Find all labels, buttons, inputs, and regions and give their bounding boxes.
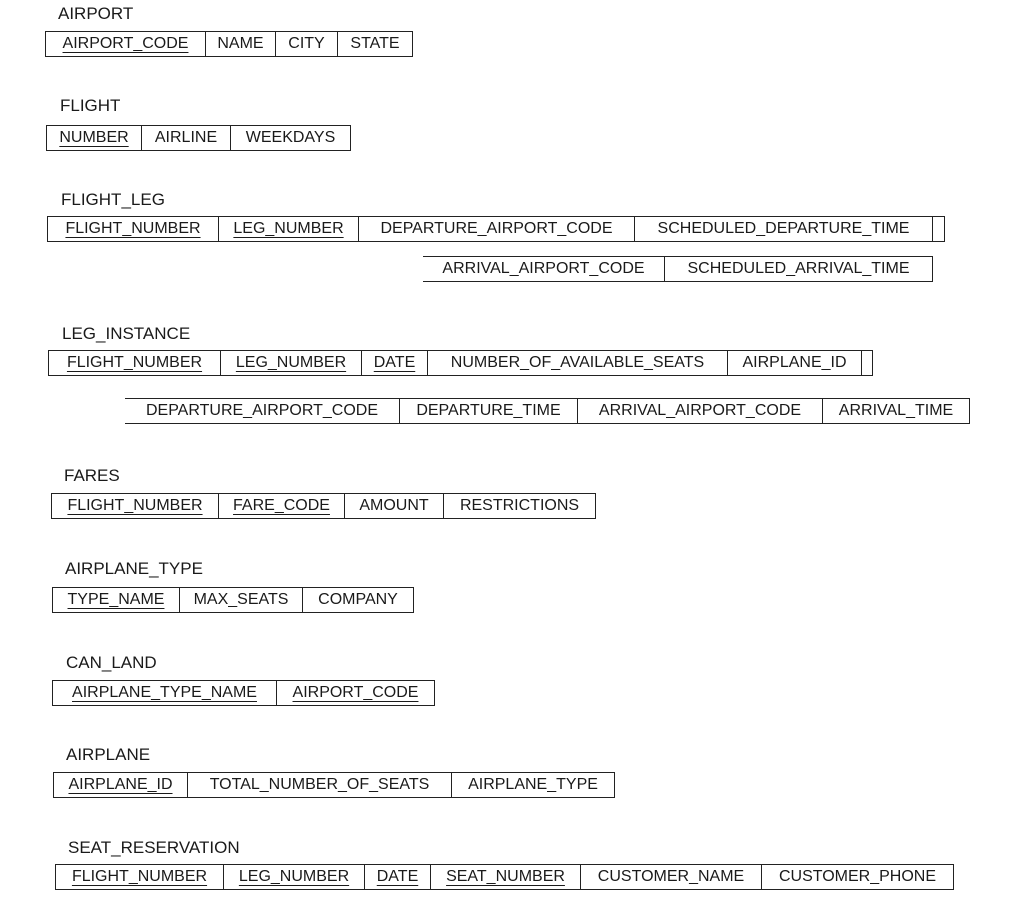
attribute-label: FLIGHT_NUMBER <box>71 868 208 885</box>
attribute-label: FLIGHT_NUMBER <box>66 354 203 371</box>
attribute-cell-pk <box>362 351 428 375</box>
attribute-cell-pk <box>56 865 224 889</box>
attribute-cell-pk <box>224 865 365 889</box>
attribute-cell <box>125 399 400 423</box>
attribute-label: NAME <box>217 35 264 52</box>
attribute-cell <box>345 494 444 518</box>
attribute-label: NUMBER <box>59 129 129 146</box>
relation-name-airport: AIRPORT <box>58 4 134 23</box>
attribute-label: AIRPLANE_ID <box>68 776 173 793</box>
attribute-cell <box>762 865 954 889</box>
attribute-cell <box>359 217 635 241</box>
attribute-label: AIRPLANE_ID <box>742 354 847 371</box>
relation-name-flight: FLIGHT <box>60 96 121 115</box>
relation-name-flight-leg: FLIGHT_LEG <box>61 190 165 209</box>
relation-row-can-land <box>52 680 435 706</box>
relation-name-airplane: AIRPLANE <box>66 745 151 764</box>
attribute-label: ARRIVAL_TIME <box>838 402 954 419</box>
attribute-label: NUMBER_OF_AVAILABLE_SEATS <box>450 354 705 371</box>
attribute-label: TYPE_NAME <box>67 591 165 608</box>
relation-row-airplane-type <box>52 587 414 613</box>
attribute-cell-pk <box>52 494 219 518</box>
attribute-cell <box>444 494 596 518</box>
relation-row-fares <box>51 493 596 519</box>
attribute-cell-pk <box>53 588 180 612</box>
attribute-label: RESTRICTIONS <box>459 497 580 514</box>
attribute-label: CITY <box>288 35 325 52</box>
attribute-cell-pk <box>219 217 359 241</box>
attribute-label: AMOUNT <box>359 497 429 514</box>
attribute-cell-pk <box>49 351 221 375</box>
attribute-label: FLIGHT_NUMBER <box>65 220 201 237</box>
attribute-cell <box>142 126 231 150</box>
relation-name-seat-reservation: SEAT_RESERVATION <box>68 838 240 857</box>
attribute-label: LEG_NUMBER <box>233 220 344 237</box>
attribute-cell <box>276 32 338 56</box>
relation-name-can-land: CAN_LAND <box>66 653 157 672</box>
attribute-label: LEG_NUMBER <box>235 354 347 371</box>
attribute-cell <box>428 351 728 375</box>
attribute-label: DEPARTURE_AIRPORT_CODE <box>380 220 613 237</box>
relation-row-flight-leg-1 <box>47 216 945 242</box>
attribute-label: AIRPLANE_TYPE_NAME <box>72 684 257 701</box>
relation-row-airport <box>45 31 413 57</box>
attribute-label: SEAT_NUMBER <box>446 868 565 885</box>
attribute-label: LEG_NUMBER <box>238 868 350 885</box>
relation-name-leg-instance: LEG_INSTANCE <box>62 324 191 343</box>
attribute-cell-pk <box>277 681 435 705</box>
attribute-label: SCHEDULED_ARRIVAL_TIME <box>687 260 910 277</box>
attribute-cell-pk <box>54 773 188 797</box>
attribute-cell-pk <box>48 217 219 241</box>
attribute-label: STATE <box>350 35 400 52</box>
attribute-label: FARE_CODE <box>233 497 330 514</box>
attribute-cell-pk <box>46 32 206 56</box>
attribute-cell <box>635 217 933 241</box>
attribute-cell <box>728 351 862 375</box>
relation-row-flight-leg-2 <box>423 256 933 282</box>
attribute-cell-pk <box>365 865 431 889</box>
relation-row-airplane <box>53 772 615 798</box>
attribute-label: AIRPORT_CODE <box>62 35 189 52</box>
relation-row-flight <box>46 125 351 151</box>
attribute-label: ARRIVAL_AIRPORT_CODE <box>442 260 645 277</box>
attribute-label: SCHEDULED_DEPARTURE_TIME <box>657 220 910 237</box>
attribute-label: AIRPORT_CODE <box>292 684 419 701</box>
continuation-cell <box>862 351 873 375</box>
attribute-cell <box>665 257 933 281</box>
relation-row-leg-instance-1 <box>48 350 873 376</box>
relation-name-airplane-type: AIRPLANE_TYPE <box>65 559 203 578</box>
attribute-cell <box>206 32 276 56</box>
attribute-label: WEEKDAYS <box>245 129 336 146</box>
attribute-cell <box>581 865 762 889</box>
attribute-label: FLIGHT_NUMBER <box>67 497 203 514</box>
attribute-label: DATE <box>373 354 416 371</box>
attribute-cell <box>231 126 351 150</box>
attribute-label: AIRLINE <box>154 129 218 146</box>
attribute-label: CUSTOMER_NAME <box>597 868 745 885</box>
relation-row-leg-instance-2 <box>125 398 970 424</box>
attribute-cell-pk <box>431 865 581 889</box>
continuation-cell <box>933 217 945 241</box>
attribute-cell <box>338 32 413 56</box>
attribute-cell-pk <box>221 351 362 375</box>
attribute-cell-pk <box>53 681 277 705</box>
attribute-cell <box>423 257 665 281</box>
attribute-cell <box>823 399 970 423</box>
attribute-label: COMPANY <box>318 591 398 608</box>
relation-row-seat-reservation <box>55 864 954 890</box>
relation-name-fares: FARES <box>64 466 120 485</box>
attribute-label: TOTAL_NUMBER_OF_SEATS <box>209 776 430 793</box>
attribute-cell <box>400 399 578 423</box>
attribute-cell <box>303 588 414 612</box>
attribute-label: AIRPLANE_TYPE <box>468 776 598 793</box>
attribute-label: DEPARTURE_TIME <box>416 402 561 419</box>
attribute-label: DEPARTURE_AIRPORT_CODE <box>145 402 379 419</box>
attribute-label: ARRIVAL_AIRPORT_CODE <box>598 402 802 419</box>
attribute-cell <box>578 399 823 423</box>
attribute-label: CUSTOMER_PHONE <box>778 868 937 885</box>
attribute-cell <box>180 588 303 612</box>
attribute-label: DATE <box>376 868 419 885</box>
attribute-cell <box>452 773 615 797</box>
attribute-cell <box>188 773 452 797</box>
attribute-cell-pk <box>47 126 142 150</box>
attribute-cell-pk <box>219 494 345 518</box>
attribute-label: MAX_SEATS <box>193 591 289 608</box>
